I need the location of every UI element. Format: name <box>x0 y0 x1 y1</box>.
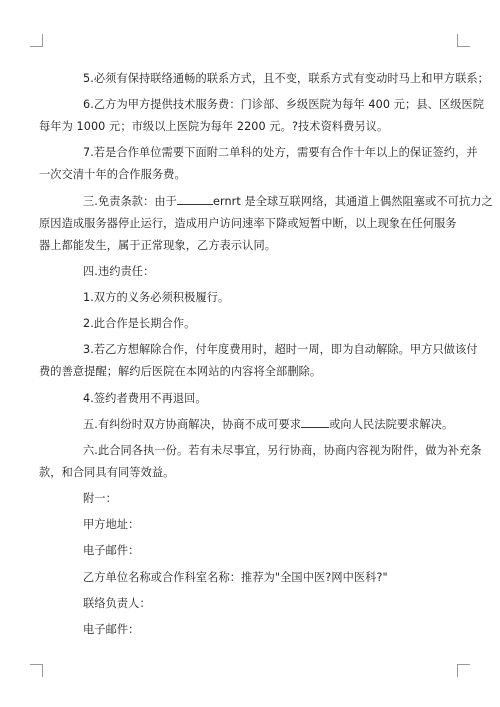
field-party-b-name <box>61 567 451 589</box>
text-line: 五.有纠纷时双方协商解决，协商不成可要求 <box>83 417 302 431</box>
section-heading-appendix <box>61 488 451 510</box>
text-line: 器上都能发生，属于正常现象，乙方表示认同。 <box>39 238 277 252</box>
crop-mark-top-right <box>457 34 470 47</box>
text-line: 乙方单位名称或合作科室名称：推荐为"全国中医?网中医科?" <box>83 570 388 584</box>
text-line: 3.若乙方想解除合作，付年度费用时，超时一周，即为自动解除。甲方只做该付 <box>83 343 478 357</box>
text-line: 或向人民法院要求解决。 <box>329 417 454 431</box>
fill-in-blank[interactable] <box>301 416 329 428</box>
text-line: 电子邮件： <box>83 623 140 636</box>
text-line: 四.违约责任： <box>83 264 155 278</box>
text-line: ernrt 是全球互联网络，其通道上偶然阻塞或不可抗力之 <box>212 194 493 208</box>
paragraph-copies <box>39 440 482 484</box>
paragraph-termination <box>39 339 478 383</box>
paragraph-service-fee <box>39 94 485 138</box>
text-line: 一次交清十年的合作服务费。 <box>39 168 186 182</box>
text-line: 费的善意提醒；解约后医院在本网站的内容将全部删除。 <box>39 365 322 379</box>
text-line: 六.此合同各执一份。若有未尽事宜，另行协商，协商内容视为附件，做为补充条 <box>83 443 482 457</box>
field-party-b-email <box>61 619 451 641</box>
text-line: 7.若是合作单位需要下面附二单科的处方，需要有合作十年以上的保证签约，并 <box>83 146 478 160</box>
fill-in-blank[interactable] <box>177 193 213 205</box>
text-line: 电子邮件： <box>83 544 140 558</box>
text-line: 每年为 1000 元；市级以上医院为每年 2200 元。?技术资料费另议。 <box>39 120 389 134</box>
crop-mark-top-left <box>30 34 43 47</box>
field-party-a-email <box>61 540 451 562</box>
text-line: 6.乙方为甲方提供技术服务费：门诊部、乡级医院为每年 400 元；县、区级医院 <box>83 98 485 112</box>
paragraph-contact <box>61 68 489 90</box>
text-line: 三.免责条款：由于 <box>83 194 177 208</box>
document-body <box>39 68 493 645</box>
text-line: 1.双方的义务必须积极履行。 <box>83 290 230 304</box>
crop-mark-bottom-left <box>30 664 43 677</box>
section-heading-liability <box>61 261 451 283</box>
text-line: 附一： <box>83 492 117 506</box>
text-line: 原因造成服务器停止运行，造成用户访问速率下降或短暂中断，以上现象在任何服务 <box>39 216 457 230</box>
paragraph-dispute <box>61 414 454 436</box>
paragraph-disclaimer <box>39 191 493 257</box>
text-line: 4.签约者费用不再退回。 <box>83 391 207 405</box>
text-line: 联络负责人： <box>83 596 151 610</box>
text-line: 5.必须有保持联络通畅的联系方式，且不变，联系方式有变动时马上和甲方联系； <box>83 72 489 85</box>
paragraph-prescription <box>39 142 478 186</box>
paragraph-no-refund <box>61 388 451 410</box>
paragraph-long-term <box>61 313 451 335</box>
text-line: 款，和合同具有同等效益。 <box>39 465 175 479</box>
text-line: 甲方地址： <box>83 518 140 532</box>
crop-mark-bottom-right <box>457 664 470 677</box>
text-line: 2.此合作是长期合作。 <box>83 317 196 331</box>
paragraph-obligation <box>61 287 451 309</box>
field-party-a-address <box>61 514 451 536</box>
field-contact-person <box>61 593 451 615</box>
